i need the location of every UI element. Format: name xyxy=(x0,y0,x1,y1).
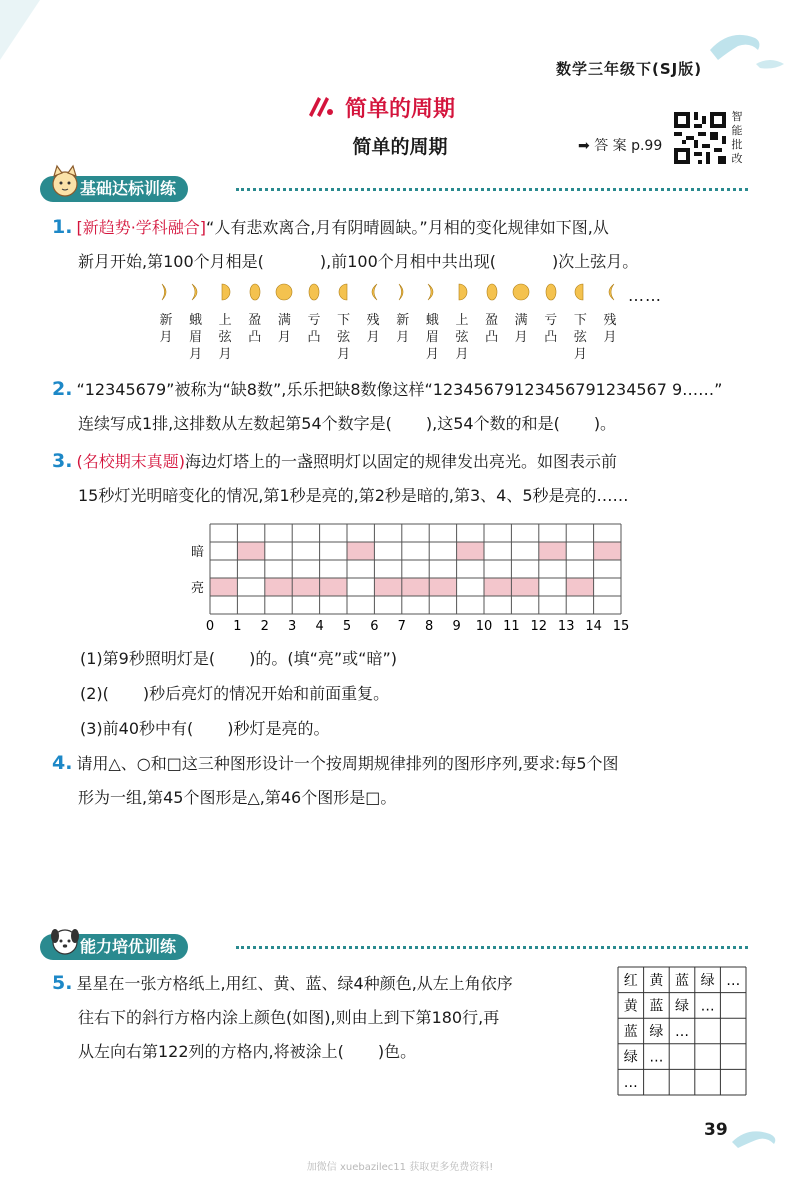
moon-phase-label: 残月 xyxy=(603,313,617,345)
moon-phase-icon xyxy=(452,282,472,302)
moon-phase-item xyxy=(330,282,358,363)
section-advanced-title: 能力培优训练 xyxy=(40,934,188,960)
q3-tag: (名校期末真题) xyxy=(76,452,185,471)
book-header-label: 数学三年级下(SJ版) xyxy=(556,60,703,78)
dark-second-cell xyxy=(539,542,566,560)
smart-grading-label: 智 能 批 改 xyxy=(731,110,743,165)
axis-tick-label: 1 xyxy=(233,619,242,632)
moon-phase-item xyxy=(478,282,506,346)
moon-phase-icon xyxy=(245,282,265,302)
answer-reference-text: 答 案 p.99 xyxy=(594,138,663,154)
axis-tick-label: 6 xyxy=(370,619,379,632)
grid-cell-color: 蓝 xyxy=(623,1024,638,1040)
watermark-text: 加微信 xuebazilec11 获取更多免费资料! xyxy=(306,1162,494,1173)
axis-tick-label: 5 xyxy=(342,619,352,632)
dark-second-cell xyxy=(457,542,484,560)
moon-phase-label: 下弦月 xyxy=(573,313,587,362)
bright-second-cell xyxy=(374,578,401,596)
q3-sub-2: (2)( )秒后亮灯的情况开始和前面重复。 xyxy=(80,684,390,703)
page-number: 39 xyxy=(704,1120,728,1140)
moon-phase-item xyxy=(566,282,594,363)
moon-phase-icon xyxy=(393,282,413,302)
bright-second-cell xyxy=(429,578,456,596)
page-corner-decoration xyxy=(0,0,50,70)
section-advanced-training xyxy=(0,934,800,962)
q1-tag: [新趋势·学科融合] xyxy=(76,218,207,237)
moon-phase-label: 新月 xyxy=(396,313,410,345)
axis-tick-label: 4 xyxy=(315,619,324,632)
bright-second-cell xyxy=(292,578,319,596)
moon-phase-item xyxy=(300,282,328,346)
moon-ellipsis: …… xyxy=(628,286,662,305)
answer-reference xyxy=(578,135,662,155)
moon-phase-item xyxy=(448,282,476,363)
moon-phase-item xyxy=(596,282,624,346)
moon-phase-icon xyxy=(274,282,294,302)
moon-phase-item xyxy=(211,282,239,363)
row-label-bright: 亮 xyxy=(190,581,204,596)
dark-second-cell xyxy=(347,542,374,560)
moon-phase-icon xyxy=(156,282,176,302)
grid-cell-color: 红 xyxy=(623,972,638,989)
question-2: 2. “12345679”被称为“缺8数”,乐乐把缺8数像这样“12345679123456791234567 9……” 连续写成1排,这排数从左数起第54个数字是( ),这54个数的和是( )。 xyxy=(52,378,723,433)
moon-phase-sequence xyxy=(152,282,622,372)
question-1: 1. [新趋势·学科融合]“人有悲欢离合,月有阴晴圆缺。”月相的变化规律如下图,从 新月开始,第100个月相是( ),前100个月相中共出现( )次上弦月。 xyxy=(52,216,639,271)
bright-second-cell xyxy=(484,578,511,596)
grid-cell-color: … xyxy=(726,972,741,989)
moon-phase-label: 亏凸 xyxy=(544,313,558,345)
moon-phase-label: 蛾眉月 xyxy=(425,313,439,362)
moon-phase-icon xyxy=(363,282,383,302)
grid-cell-color: … xyxy=(623,1075,638,1092)
lesson-subtitle: 简单的周期 xyxy=(352,136,448,158)
q3-sub-3: (3)前40秒中有( )秒灯是亮的。 xyxy=(80,719,330,738)
question-5: 5. 星星在一张方格纸上,用红、黄、蓝、绿4种颜色,从左上角依序 往右下的斜行方格内涂上颜色(如图),则由上到下第180行,再 从左向右第122列的方格内,将被涂上( )色。 xyxy=(52,972,513,1061)
q3-sub-1: (1)第9秒照明灯是( )的。(填“亮”或“暗”) xyxy=(80,649,397,668)
moon-phase-icon xyxy=(482,282,502,302)
bright-second-cell xyxy=(320,578,347,596)
moon-phase-item xyxy=(152,282,180,346)
grid-cell-color: 绿 xyxy=(623,1049,638,1066)
section-divider xyxy=(236,188,748,191)
bright-second-cell xyxy=(402,578,429,596)
light-pattern-grid xyxy=(182,520,632,632)
bright-second-cell xyxy=(210,578,237,596)
moon-phase-icon xyxy=(511,282,531,302)
bright-second-cell xyxy=(511,578,538,596)
bright-second-cell xyxy=(265,578,292,596)
grid-cell-color: 黄 xyxy=(623,998,638,1015)
moon-phase-icon xyxy=(422,282,442,302)
section-divider xyxy=(236,946,748,949)
moon-phase-label: 满月 xyxy=(514,313,528,345)
moon-phase-item xyxy=(182,282,210,363)
bright-second-cell xyxy=(566,578,593,596)
moon-phase-icon xyxy=(215,282,235,302)
dolphin-footer-icon xyxy=(728,1124,784,1150)
section-basic-title: 基础达标训练 xyxy=(40,176,188,202)
moon-phase-item xyxy=(359,282,387,346)
moon-phase-icon xyxy=(570,282,590,302)
axis-tick-label: 7 xyxy=(397,619,406,632)
axis-tick-label: 14 xyxy=(585,619,602,632)
moon-phase-label: 蛾眉月 xyxy=(189,313,203,362)
grid-cell-color: … xyxy=(675,1024,689,1040)
moon-phase-label: 亏凸 xyxy=(307,313,321,345)
moon-phase-label: 新月 xyxy=(159,313,173,345)
diagonal-color-grid xyxy=(616,965,748,1097)
moon-phase-item xyxy=(241,282,269,346)
moon-phase-label: 下弦月 xyxy=(337,313,351,362)
axis-tick-label: 8 xyxy=(425,619,434,632)
moon-phase-item xyxy=(537,282,565,346)
axis-tick-label: 10 xyxy=(475,619,493,632)
moon-phase-label: 上弦月 xyxy=(218,313,232,362)
dolphin-decoration-icon xyxy=(700,20,790,80)
grid-cell-color: 绿 xyxy=(700,972,715,989)
moon-phase-item xyxy=(270,282,298,346)
grid-cell-color: 蓝 xyxy=(649,998,664,1015)
grid-cell-color: 蓝 xyxy=(675,972,689,989)
moon-phase-label: 盈凸 xyxy=(485,313,499,345)
moon-phase-label: 上弦月 xyxy=(455,313,469,362)
qr-code-icon[interactable] xyxy=(674,112,726,164)
question-4: 4. 请用△、○和□这三种图形设计一个按周期规律排列的图形序列,要求:每5个图 形为一组,第45个图形是△,第46个图形是□。 xyxy=(52,752,619,807)
axis-tick-label: 9 xyxy=(452,619,461,632)
moon-phase-icon xyxy=(541,282,561,302)
moon-phase-icon xyxy=(600,282,620,302)
page-title: 简单的周期 xyxy=(344,97,455,122)
arrow-right-icon: ➡ xyxy=(578,138,590,154)
dark-second-cell xyxy=(237,542,264,560)
axis-tick-label: 15 xyxy=(612,619,630,632)
axis-tick-label: 12 xyxy=(530,619,548,632)
axis-tick-label: 13 xyxy=(557,619,575,632)
axis-tick-label: 0 xyxy=(205,619,215,632)
moon-phase-label: 盈凸 xyxy=(248,313,262,345)
question-3: 3. (名校期末真题)海边灯塔上的一盏照明灯以固定的规律发出亮光。如图表示前 15秒灯光明暗变化的情况,第1秒是亮的,第2秒是暗的,第3、4、5秒是亮的…… xyxy=(52,450,629,505)
grid-cell-color: 绿 xyxy=(675,998,689,1015)
grid-cell-color: 黄 xyxy=(649,972,664,989)
axis-tick-label: 2 xyxy=(260,619,269,632)
moon-phase-item xyxy=(418,282,446,363)
moon-phase-icon xyxy=(334,282,354,302)
dog-mascot-icon xyxy=(48,922,82,958)
cat-mascot-icon xyxy=(48,164,82,200)
grid-cell-color: 绿 xyxy=(649,1024,664,1040)
moon-phase-icon xyxy=(186,282,206,302)
moon-phase-label: 满月 xyxy=(277,313,291,345)
moon-phase-icon xyxy=(304,282,324,302)
axis-tick-label: 3 xyxy=(288,619,297,632)
moon-phase-label: 残月 xyxy=(366,313,380,345)
moon-phase-item xyxy=(389,282,417,346)
axis-tick-label: 11 xyxy=(503,619,520,632)
grid-cell-color: … xyxy=(649,1049,664,1066)
grid-cell-color: … xyxy=(700,998,715,1015)
dark-second-cell xyxy=(594,542,621,560)
section-basic-training xyxy=(0,176,800,204)
moon-phase-item xyxy=(507,282,535,346)
row-label-dark: 暗 xyxy=(190,545,204,560)
